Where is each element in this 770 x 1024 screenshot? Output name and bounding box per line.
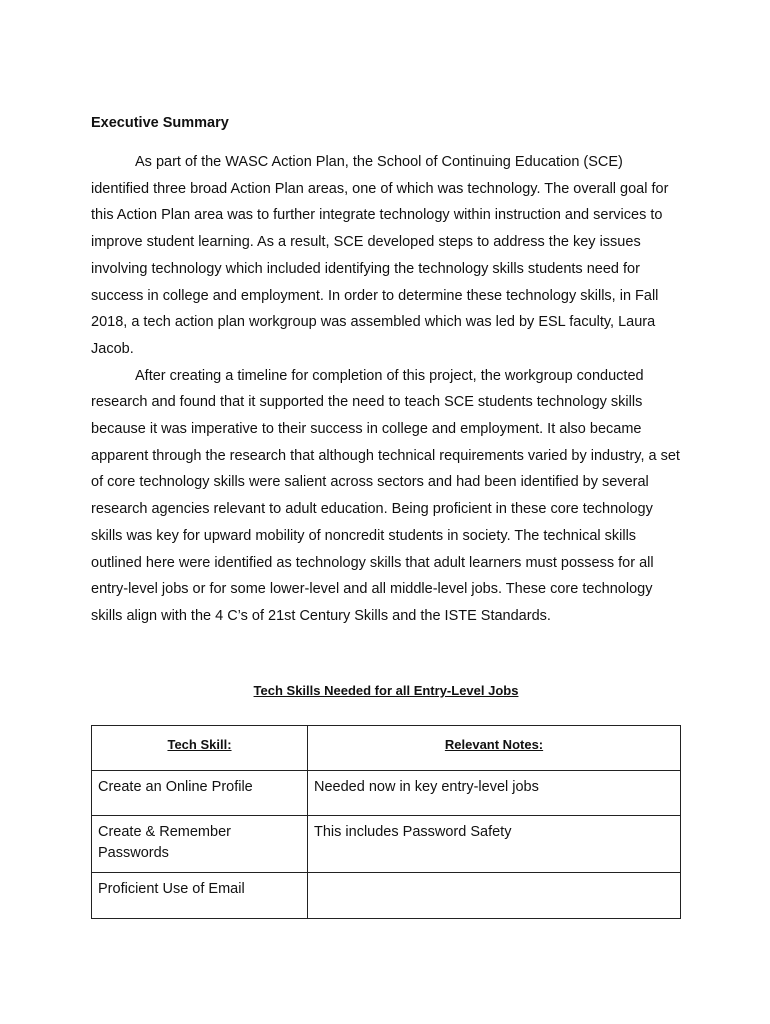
paragraph-1: As part of the WASC Action Plan, the School of Continuing Education (SCE) identified three broad Action Plan areas, one of which was technology. The overall goal for this Action Plan area was to further integrate technology within instruction and services to improve student learning. As a result, SCE developed steps to address the key issues involving technology which included identifying the technology skills students need for success in college and employment. In order to determine these technology skills, in Fall 2018, a tech action plan workgroup was assembled which was led by ESL faculty, Laura Jacob.: [91, 154, 669, 357]
tech-skill-cell: Create an Online Profile: [92, 771, 308, 816]
table-row: [92, 771, 681, 816]
document-page: [91, 112, 681, 897]
paragraph-2: After creating a timeline for completion of this project, the workgroup conducted research and found that it supported the need to teach SCE students technology skills because it was imperative to their success in college and employment. It also became apparent through the research that although technical requirements varied by industry, a set of core technology skills were salient across sectors and had been identified by several research agencies relevant to adult education. Being proficient in these core technology skills was key for upward mobility of noncredit students in society. The technical skills outlined here were identified as technology skills that adult learners must possess for all entry-level jobs or for some lower-level and all middle-level jobs. These core technology skills align with the 4 C’s of 21st Century Skills and the ISTE Standards.: [91, 367, 680, 624]
header-tech-skill: Tech Skill:: [92, 726, 308, 771]
table-row: [92, 816, 681, 873]
notes-cell: Needed now in key entry-level jobs: [308, 771, 681, 816]
tech-skill-cell: Create & Remember Passwords: [92, 816, 308, 873]
table-header-row: [92, 726, 681, 771]
tech-skills-table: [91, 725, 681, 919]
notes-cell: This includes Password Safety: [308, 816, 681, 873]
section-heading: Executive Summary: [91, 115, 229, 131]
notes-cell: [308, 873, 681, 919]
table-title: Tech Skills Needed for all Entry-Level Jobs: [253, 683, 519, 698]
table-row: [92, 873, 681, 919]
tech-skill-cell: Proficient Use of Email: [92, 873, 308, 919]
header-relevant-notes: Relevant Notes:: [308, 726, 681, 771]
